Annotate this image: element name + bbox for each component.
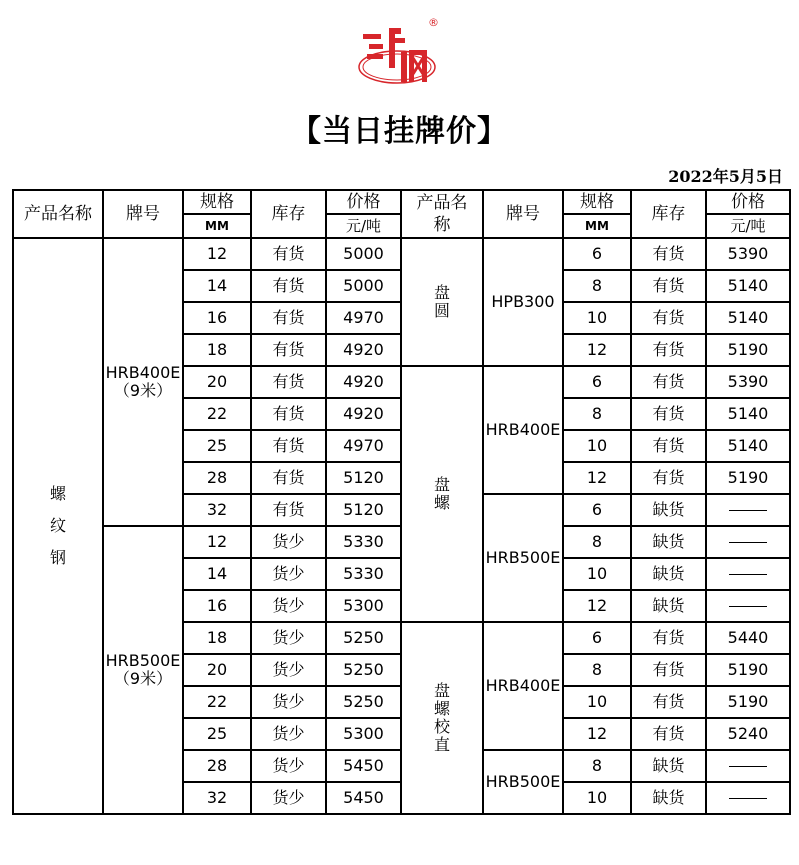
spec-cell: 6 bbox=[563, 622, 631, 654]
stock-cell: 有货 bbox=[251, 270, 326, 302]
price-cell: 5000 bbox=[326, 238, 401, 270]
price-cell: 4920 bbox=[326, 334, 401, 366]
length-label: （9米） bbox=[113, 381, 173, 400]
stock-cell: 有货 bbox=[251, 430, 326, 462]
price-cell: 4970 bbox=[326, 302, 401, 334]
header-brand: 牌号 bbox=[103, 190, 183, 238]
brand-logo bbox=[355, 12, 445, 90]
price-cell: 5450 bbox=[326, 750, 401, 782]
product-name-right-char: 直 bbox=[433, 735, 450, 754]
header-row bbox=[13, 190, 790, 214]
stock-cell: 有货 bbox=[631, 686, 706, 718]
header-price-unit-right: 元/吨 bbox=[706, 214, 790, 238]
brand-label: HRB500E bbox=[105, 651, 181, 670]
stock-cell: 缺货 bbox=[631, 558, 706, 590]
stock-cell: 有货 bbox=[251, 398, 326, 430]
spec-cell: 6 bbox=[563, 238, 631, 270]
header-product: 产品名称 bbox=[13, 190, 103, 238]
stock-cell: 货少 bbox=[251, 590, 326, 622]
spec-cell: 14 bbox=[183, 270, 251, 302]
price-date: 2022年5月5日 bbox=[668, 167, 783, 186]
price-cell bbox=[706, 494, 790, 526]
header-spec-right: 规格 bbox=[563, 190, 631, 214]
stock-cell: 缺货 bbox=[631, 782, 706, 814]
no-price-dash bbox=[729, 574, 767, 575]
stock-cell: 有货 bbox=[631, 238, 706, 270]
stock-cell: 货少 bbox=[251, 686, 326, 718]
header-spec-unit-right: MM bbox=[563, 214, 631, 238]
spec-cell: 10 bbox=[563, 430, 631, 462]
brand-cell bbox=[483, 622, 563, 750]
price-cell: 5120 bbox=[326, 462, 401, 494]
product-name-right bbox=[401, 366, 483, 622]
price-cell: 5140 bbox=[706, 430, 790, 462]
price-cell: 5390 bbox=[706, 366, 790, 398]
header-price-right: 价格 bbox=[706, 190, 790, 214]
product-name-left-char: 螺 bbox=[49, 484, 66, 503]
price-cell bbox=[706, 750, 790, 782]
spec-cell: 22 bbox=[183, 686, 251, 718]
price-cell: 5240 bbox=[706, 718, 790, 750]
stock-cell: 货少 bbox=[251, 526, 326, 558]
price-cell: 5450 bbox=[326, 782, 401, 814]
no-price-dash bbox=[729, 510, 767, 511]
price-cell: 5140 bbox=[706, 302, 790, 334]
price-cell: 5000 bbox=[326, 270, 401, 302]
brand-label: HRB400E bbox=[485, 676, 561, 695]
product-name-right-char: 校 bbox=[433, 717, 450, 736]
brand-cell bbox=[483, 238, 563, 366]
spec-cell: 12 bbox=[563, 334, 631, 366]
brand-logo-icon bbox=[355, 12, 445, 90]
spec-cell: 8 bbox=[563, 526, 631, 558]
spec-cell: 8 bbox=[563, 270, 631, 302]
price-cell: 5250 bbox=[326, 686, 401, 718]
stock-cell: 货少 bbox=[251, 718, 326, 750]
stock-cell: 有货 bbox=[251, 302, 326, 334]
price-cell: 5250 bbox=[326, 622, 401, 654]
stock-cell: 货少 bbox=[251, 782, 326, 814]
spec-cell: 28 bbox=[183, 750, 251, 782]
stock-cell: 缺货 bbox=[631, 526, 706, 558]
no-price-dash bbox=[729, 798, 767, 799]
no-price-dash bbox=[729, 606, 767, 607]
header-product-right-label: 产品名称 bbox=[416, 193, 468, 235]
brand-cell bbox=[103, 238, 183, 526]
spec-cell: 8 bbox=[563, 750, 631, 782]
stock-cell: 缺货 bbox=[631, 494, 706, 526]
price-cell: 5120 bbox=[326, 494, 401, 526]
stock-cell: 有货 bbox=[631, 302, 706, 334]
stock-cell: 货少 bbox=[251, 750, 326, 782]
brand-cell bbox=[103, 526, 183, 814]
length-label: （9米） bbox=[113, 669, 173, 688]
price-cell: 5190 bbox=[706, 462, 790, 494]
product-name-right bbox=[401, 622, 483, 814]
stock-cell: 货少 bbox=[251, 654, 326, 686]
spec-cell: 10 bbox=[563, 558, 631, 590]
price-table bbox=[12, 189, 791, 815]
header-stock: 库存 bbox=[251, 190, 326, 238]
product-name-right-char: 盘 bbox=[433, 681, 450, 700]
stock-cell: 有货 bbox=[251, 366, 326, 398]
spec-cell: 28 bbox=[183, 462, 251, 494]
spec-cell: 8 bbox=[563, 398, 631, 430]
price-cell bbox=[706, 590, 790, 622]
stock-cell: 有货 bbox=[631, 398, 706, 430]
price-cell: 4920 bbox=[326, 366, 401, 398]
stock-cell: 货少 bbox=[251, 558, 326, 590]
page-title: 【当日挂牌价】 bbox=[291, 114, 508, 149]
spec-cell: 12 bbox=[563, 590, 631, 622]
price-cell: 4970 bbox=[326, 430, 401, 462]
stock-cell: 有货 bbox=[251, 334, 326, 366]
product-name-right-char: 圆 bbox=[433, 301, 450, 320]
header-stock-right: 库存 bbox=[631, 190, 706, 238]
spec-cell: 32 bbox=[183, 494, 251, 526]
spec-cell: 12 bbox=[183, 238, 251, 270]
header-spec-unit: MM bbox=[183, 214, 251, 238]
spec-cell: 16 bbox=[183, 302, 251, 334]
price-cell: 5140 bbox=[706, 398, 790, 430]
stock-cell: 货少 bbox=[251, 622, 326, 654]
product-name-right bbox=[401, 238, 483, 366]
spec-cell: 10 bbox=[563, 782, 631, 814]
price-cell: 5190 bbox=[706, 686, 790, 718]
product-name-right-char: 盘 bbox=[433, 283, 450, 302]
stock-cell: 有货 bbox=[631, 654, 706, 686]
spec-cell: 12 bbox=[563, 462, 631, 494]
stock-cell: 有货 bbox=[631, 622, 706, 654]
brand-label: HRB400E bbox=[105, 363, 181, 382]
price-cell: 5300 bbox=[326, 718, 401, 750]
stock-cell: 有货 bbox=[631, 334, 706, 366]
price-cell: 4920 bbox=[326, 398, 401, 430]
price-cell: 5300 bbox=[326, 590, 401, 622]
price-cell: 5190 bbox=[706, 654, 790, 686]
price-cell: 5330 bbox=[326, 558, 401, 590]
header-price-unit: 元/吨 bbox=[326, 214, 401, 238]
spec-cell: 32 bbox=[183, 782, 251, 814]
price-cell bbox=[706, 782, 790, 814]
stock-cell: 有货 bbox=[251, 494, 326, 526]
spec-cell: 6 bbox=[563, 366, 631, 398]
spec-cell: 25 bbox=[183, 430, 251, 462]
spec-cell: 6 bbox=[563, 494, 631, 526]
brand-label: HPB300 bbox=[491, 292, 555, 311]
brand-cell bbox=[483, 366, 563, 494]
svg-text:®: ® bbox=[428, 16, 439, 29]
stock-cell: 有货 bbox=[631, 366, 706, 398]
no-price-dash bbox=[729, 766, 767, 767]
header-product-right bbox=[401, 190, 483, 238]
header-spec: 规格 bbox=[183, 190, 251, 214]
spec-cell: 16 bbox=[183, 590, 251, 622]
price-cell bbox=[706, 558, 790, 590]
spec-cell: 20 bbox=[183, 654, 251, 686]
header-price: 价格 bbox=[326, 190, 401, 214]
price-cell: 5250 bbox=[326, 654, 401, 686]
table-row bbox=[13, 238, 790, 270]
spec-cell: 22 bbox=[183, 398, 251, 430]
price-cell: 5390 bbox=[706, 238, 790, 270]
stock-cell: 有货 bbox=[631, 718, 706, 750]
spec-cell: 12 bbox=[183, 526, 251, 558]
price-cell: 5190 bbox=[706, 334, 790, 366]
stock-cell: 缺货 bbox=[631, 590, 706, 622]
spec-cell: 20 bbox=[183, 366, 251, 398]
product-name-right-char: 盘 bbox=[433, 475, 450, 494]
stock-cell: 有货 bbox=[631, 462, 706, 494]
spec-cell: 18 bbox=[183, 622, 251, 654]
brand-cell bbox=[483, 494, 563, 622]
stock-cell: 有货 bbox=[631, 430, 706, 462]
spec-cell: 12 bbox=[563, 718, 631, 750]
product-name-left-char: 钢 bbox=[49, 548, 66, 567]
product-name-left-char: 纹 bbox=[49, 516, 66, 535]
spec-cell: 10 bbox=[563, 302, 631, 334]
stock-cell: 有货 bbox=[251, 462, 326, 494]
stock-cell: 有货 bbox=[631, 270, 706, 302]
brand-label: HRB500E bbox=[485, 772, 561, 791]
no-price-dash bbox=[729, 542, 767, 543]
header-brand-right: 牌号 bbox=[483, 190, 563, 238]
price-cell: 5440 bbox=[706, 622, 790, 654]
brand-cell bbox=[483, 750, 563, 814]
brand-label: HRB400E bbox=[485, 420, 561, 439]
product-name-left bbox=[13, 238, 103, 814]
product-name-right-char: 螺 bbox=[433, 493, 450, 512]
spec-cell: 25 bbox=[183, 718, 251, 750]
brand-label: HRB500E bbox=[485, 548, 561, 567]
stock-cell: 有货 bbox=[251, 238, 326, 270]
price-cell: 5330 bbox=[326, 526, 401, 558]
stock-cell: 缺货 bbox=[631, 750, 706, 782]
price-cell: 5140 bbox=[706, 270, 790, 302]
product-name-right-char: 螺 bbox=[433, 699, 450, 718]
price-cell bbox=[706, 526, 790, 558]
spec-cell: 8 bbox=[563, 654, 631, 686]
spec-cell: 18 bbox=[183, 334, 251, 366]
spec-cell: 14 bbox=[183, 558, 251, 590]
spec-cell: 10 bbox=[563, 686, 631, 718]
